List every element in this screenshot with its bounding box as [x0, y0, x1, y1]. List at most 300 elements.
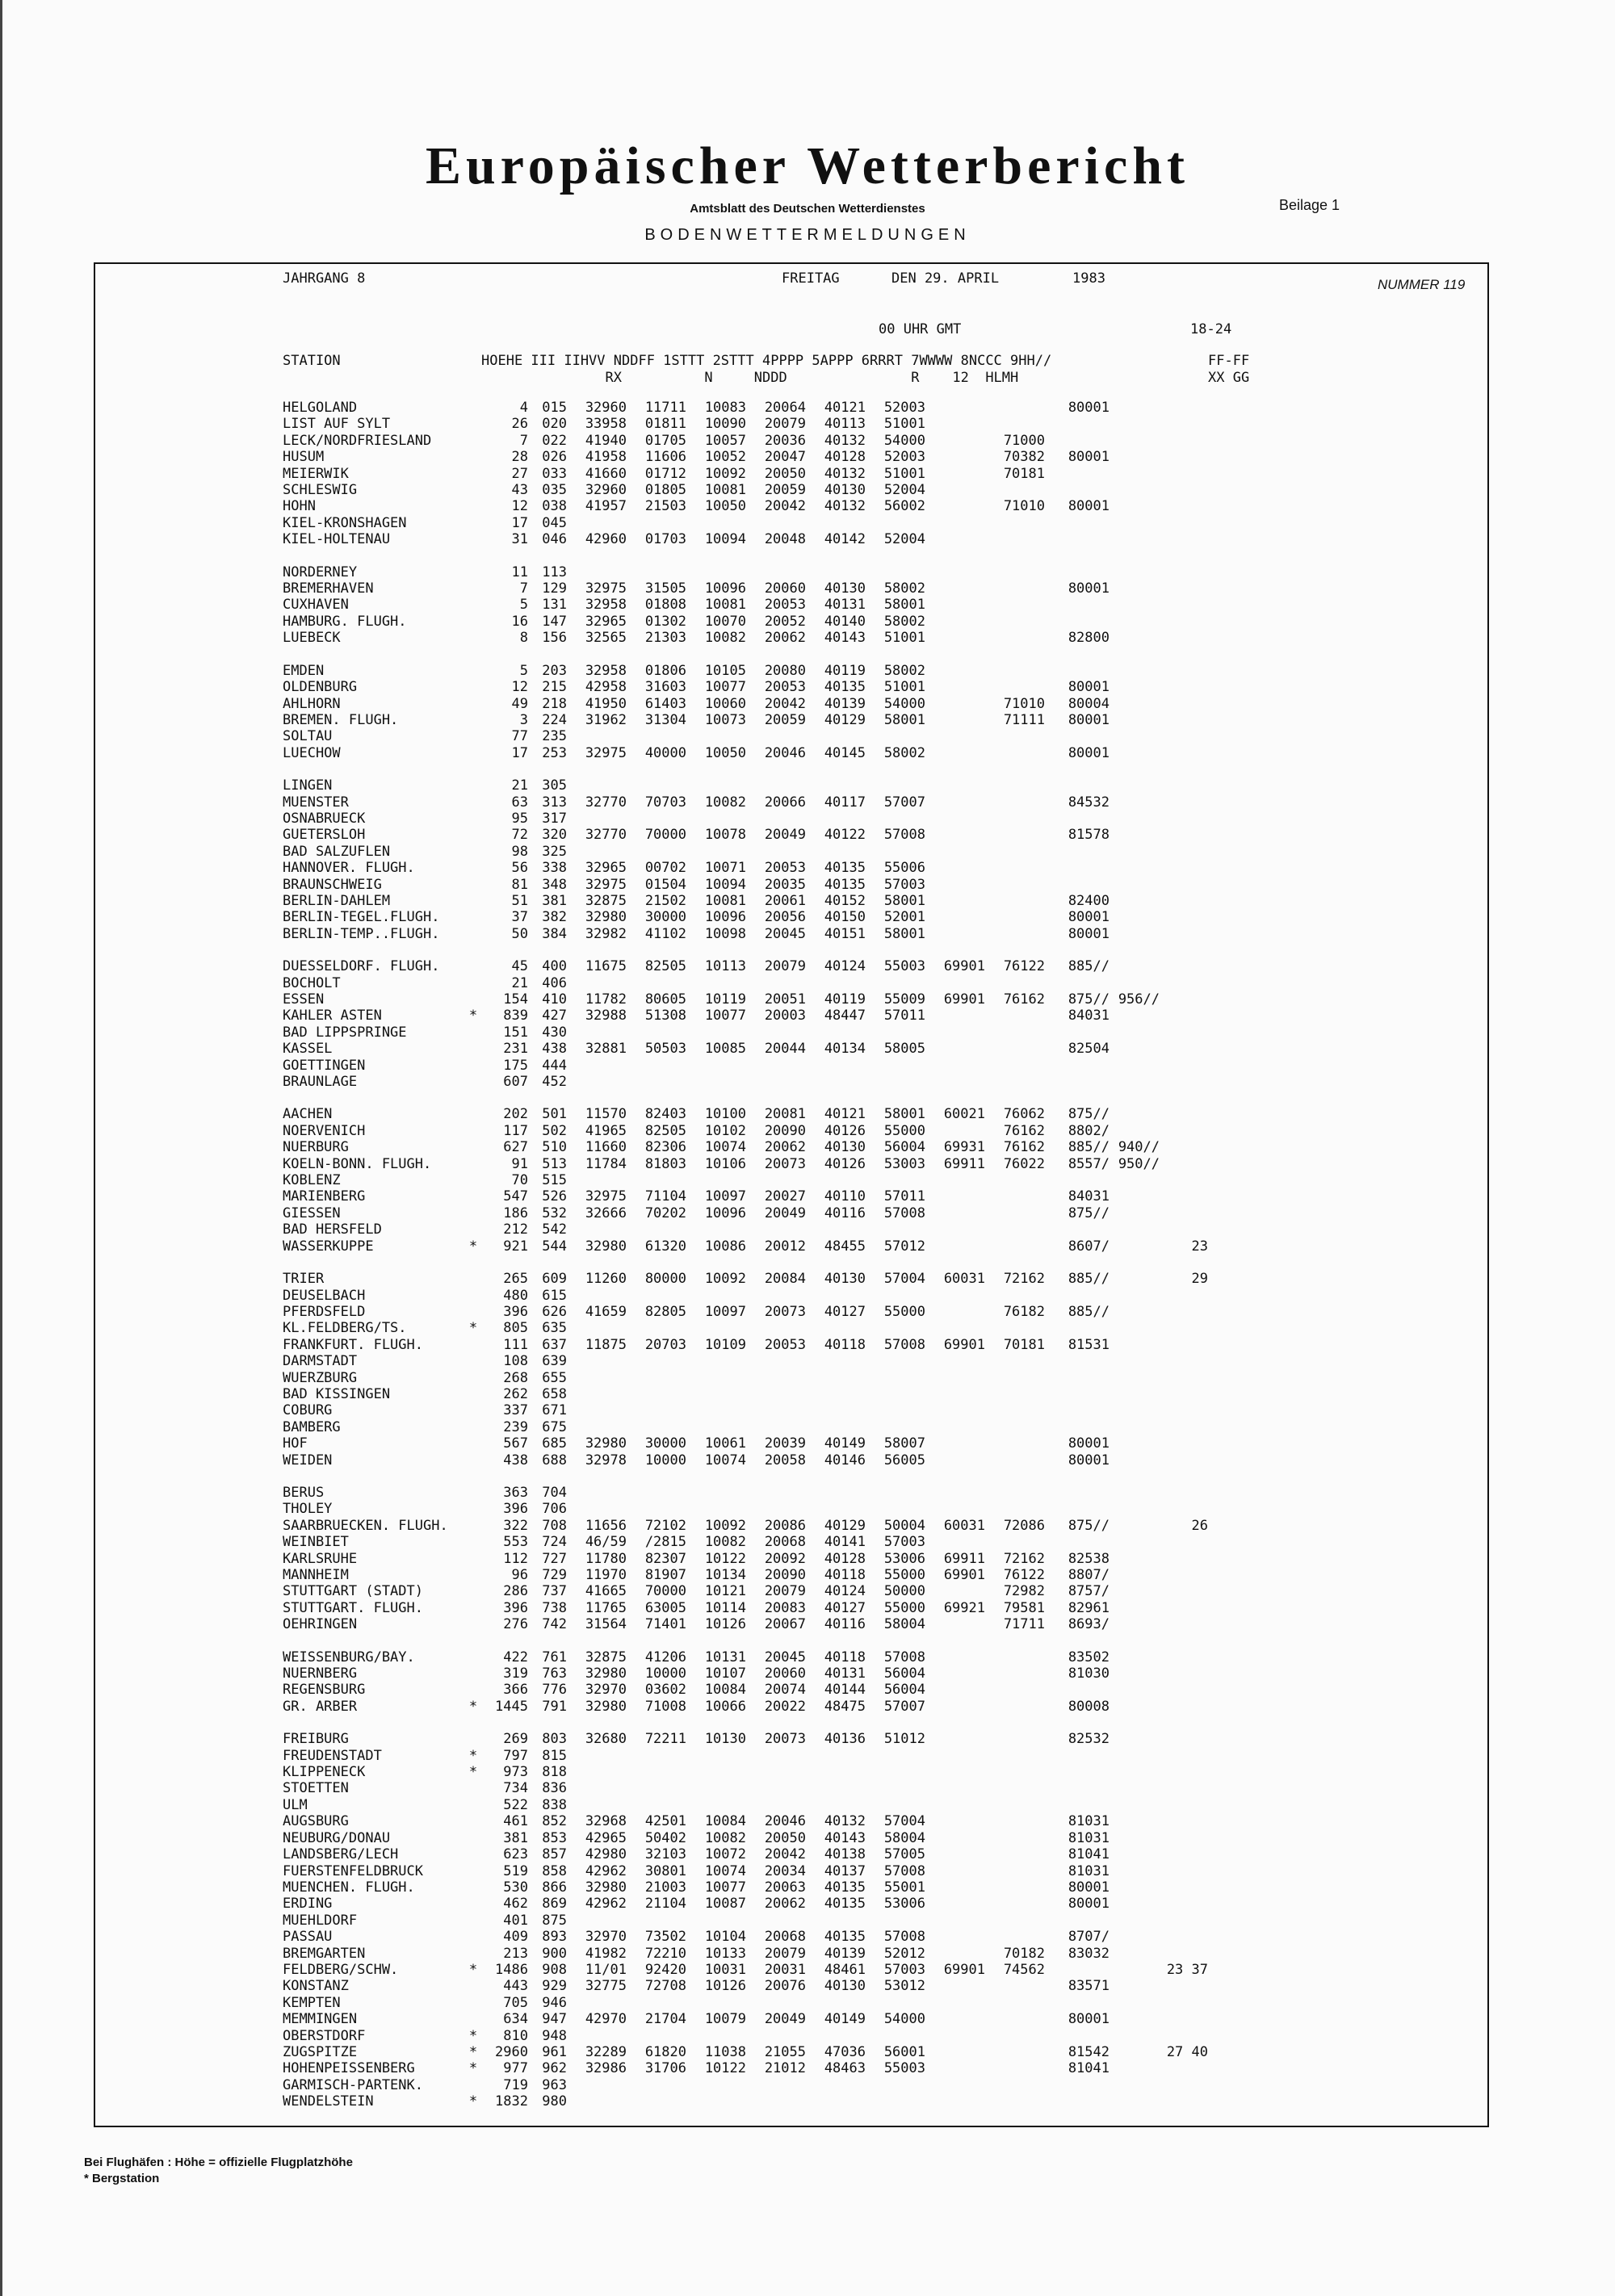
station-height: 401 — [503, 1912, 528, 1929]
group-9hh — [1110, 1172, 1160, 1188]
station-height: 805 — [503, 1320, 528, 1337]
group-9hh — [1110, 1188, 1160, 1205]
group-1sttt: 10077 — [704, 1879, 746, 1896]
group-2sttt: 20053 — [764, 860, 806, 877]
group-iihvv: 32960 — [585, 482, 627, 499]
group-1sttt: 10094 — [704, 876, 746, 893]
group-iihvv: 32770 — [585, 827, 627, 844]
group-iihvv — [567, 564, 627, 580]
group-5appp — [866, 1221, 925, 1238]
group-7wwww: 71711 — [1003, 1616, 1045, 1633]
table-row — [283, 877, 1208, 893]
group-9hh — [1110, 1419, 1160, 1435]
station-name: OBERSTDORF — [283, 2027, 366, 2044]
group-1sttt: 10073 — [704, 711, 746, 728]
station-name: BRAUNLAGE — [283, 1074, 358, 1091]
group-4pppp — [806, 844, 866, 860]
station-height: 7 — [519, 432, 528, 449]
station-id: 532 — [542, 1205, 567, 1221]
group-7wwww — [985, 614, 1045, 630]
group-9hh — [1110, 777, 1160, 794]
group-ffff — [1160, 1106, 1208, 1122]
station-height: 977 — [503, 2060, 528, 2077]
station-name: KL.FELDBERG/TS. — [283, 1320, 407, 1337]
group-nddff: 73502 — [644, 1929, 686, 1946]
group-iihvv: 41982 — [585, 1945, 627, 1962]
group-6rrrt — [925, 1797, 985, 1813]
station-name: KONSTANZ — [283, 1978, 349, 1995]
group-5appp: 57007 — [883, 1698, 925, 1715]
table-row — [283, 531, 1208, 547]
group-7wwww — [985, 745, 1045, 761]
station-id: 338 — [542, 860, 567, 877]
group-9hh — [1110, 679, 1160, 695]
group-9hh — [1110, 844, 1160, 860]
group-nddff — [627, 1386, 686, 1402]
group-2sttt — [746, 844, 806, 860]
station-height: 705 — [503, 1994, 528, 2011]
group-6rrrt — [925, 1879, 985, 1896]
group-9hh — [1110, 1320, 1160, 1336]
station-id: 853 — [542, 1829, 567, 1846]
group-5appp: 52004 — [883, 531, 925, 548]
group-1sttt — [686, 1386, 746, 1402]
station-name: SAARBRUECKEN. FLUGH. — [283, 1517, 448, 1534]
group-ffff — [1160, 1172, 1208, 1188]
group-nddff: /2815 — [644, 1534, 686, 1551]
mountain-mark — [465, 1863, 481, 1879]
group-ffff: 23 — [1191, 1238, 1208, 1255]
group-4pppp: 40135 — [824, 679, 866, 696]
group-6rrrt — [925, 1058, 985, 1074]
group-9hh — [1110, 877, 1160, 893]
group-7wwww — [985, 1731, 1045, 1747]
group-4pppp: 40135 — [824, 860, 866, 877]
group-6rrrt — [925, 811, 985, 827]
group-5appp — [866, 1288, 925, 1304]
station-id: 637 — [542, 1336, 567, 1353]
group-iihvv — [567, 1419, 627, 1435]
mountain-mark: * — [468, 1238, 478, 1255]
group-8nccc: 80001 — [1068, 711, 1110, 728]
group-ffff — [1160, 1946, 1208, 1962]
station-name: SCHLESWIG — [283, 482, 358, 499]
group-5appp: 58001 — [883, 597, 925, 614]
group-2sttt — [746, 1353, 806, 1369]
group-5appp: 53006 — [883, 1550, 925, 1567]
group-8nccc — [1045, 1995, 1110, 2011]
group-9hh — [1110, 1337, 1160, 1353]
group-1sttt: 10057 — [704, 432, 746, 449]
group-8nccc — [1045, 1288, 1110, 1304]
group-nddff — [627, 564, 686, 580]
group-9hh — [1110, 1123, 1160, 1139]
table-row — [283, 1008, 1208, 1024]
group-ffff — [1160, 449, 1208, 465]
group-ffff — [1160, 1682, 1208, 1698]
group-7wwww: 76062 — [1003, 1106, 1045, 1123]
group-2sttt: 20086 — [764, 1517, 806, 1534]
station-name: MEMMINGEN — [283, 2011, 358, 2028]
group-4pppp: 40130 — [824, 1978, 866, 1995]
station-id: 963 — [542, 2076, 567, 2093]
group-9hh — [1110, 416, 1160, 432]
group-6rrrt — [925, 1501, 985, 1517]
group-9hh — [1110, 449, 1160, 465]
mountain-mark — [465, 827, 481, 843]
group-9hh — [1110, 1649, 1160, 1665]
group-1sttt — [686, 2077, 746, 2093]
group-5appp: 58005 — [883, 1041, 925, 1058]
group-iihvv: 32988 — [585, 1008, 627, 1024]
table-row — [283, 515, 1208, 531]
mountain-mark — [465, 745, 481, 761]
group-4pppp: 40143 — [824, 1829, 866, 1846]
table-row — [283, 860, 1208, 876]
group-5appp: 51012 — [883, 1731, 925, 1748]
group-4pppp: 40149 — [824, 2011, 866, 2028]
group-6rrrt — [925, 679, 985, 695]
group-8nccc — [1045, 1962, 1110, 1978]
group-iihvv: 31564 — [585, 1616, 627, 1633]
group-9hh — [1110, 515, 1160, 531]
group-4pppp: 40130 — [824, 580, 866, 597]
group-7wwww — [985, 1978, 1045, 1994]
group-2sttt: 20042 — [764, 498, 806, 515]
group-5appp: 52001 — [883, 909, 925, 926]
group-gap — [283, 761, 1208, 777]
mountain-mark — [465, 712, 481, 728]
table-row — [283, 1435, 1208, 1452]
mountain-mark — [465, 1205, 481, 1221]
table-row — [283, 1699, 1208, 1715]
station-name: KOELN-BONN. FLUGH. — [283, 1155, 432, 1172]
group-5appp: 57008 — [883, 1205, 925, 1221]
station-height: 519 — [503, 1862, 528, 1879]
group-nddff — [627, 1353, 686, 1369]
station-height: 56 — [511, 860, 528, 877]
group-iihvv: 32775 — [585, 1978, 627, 1995]
group-iihvv: 32666 — [585, 1205, 627, 1221]
group-1sttt: 10106 — [704, 1155, 746, 1172]
column-codes-row1: HOEHE III IIHVV NDDFF 1STTT 2STTT 4PPPP 5APPP 6RRRT 7WWWW 8NCCC 9HH// — [481, 353, 1052, 369]
group-nddff: 61320 — [644, 1238, 686, 1255]
station-name: KLIPPENECK — [283, 1764, 366, 1781]
group-8nccc — [1045, 1501, 1110, 1517]
group-2sttt: 20045 — [764, 925, 806, 942]
group-1sttt — [686, 1764, 746, 1780]
group-8nccc — [1045, 860, 1110, 876]
mountain-mark — [465, 1846, 481, 1862]
group-2sttt: 20052 — [764, 613, 806, 630]
mountain-mark — [465, 679, 481, 695]
station-name: LIST AUF SYLT — [283, 416, 391, 433]
group-8nccc — [1045, 1797, 1110, 1813]
table-row — [283, 1221, 1208, 1238]
group-nddff: 41102 — [644, 925, 686, 942]
station-height: 117 — [503, 1122, 528, 1139]
group-5appp — [866, 811, 925, 827]
group-5appp: 51001 — [883, 416, 925, 433]
mountain-mark — [465, 811, 481, 827]
group-7wwww — [985, 1797, 1045, 1813]
group-5appp: 56001 — [883, 2043, 925, 2060]
table-row — [283, 696, 1208, 712]
group-6rrrt: 69911 — [943, 1550, 985, 1567]
group-6rrrt — [925, 531, 985, 547]
group-8nccc: 81531 — [1068, 1336, 1110, 1353]
group-4pppp — [806, 728, 866, 744]
group-8nccc — [1045, 515, 1110, 531]
group-8nccc — [1045, 777, 1110, 794]
footnote-airport: Bei Flughäfen : Höhe = offizielle Flugplatzhöhe — [84, 2156, 353, 2169]
group-1sttt — [686, 1172, 746, 1188]
group-2sttt: 20046 — [764, 1813, 806, 1830]
group-4pppp: 40126 — [824, 1122, 866, 1139]
group-nddff: 42501 — [644, 1813, 686, 1830]
group-2sttt: 20090 — [764, 1122, 806, 1139]
group-ffff — [1160, 580, 1208, 597]
group-nddff — [627, 1419, 686, 1435]
group-nddff — [627, 1320, 686, 1336]
group-9hh — [1110, 498, 1160, 514]
group-9hh — [1110, 1567, 1160, 1583]
group-nddff: 72708 — [644, 1978, 686, 1995]
group-1sttt — [686, 564, 746, 580]
group-6rrrt — [925, 482, 985, 498]
group-6rrrt — [925, 1024, 985, 1041]
group-4pppp — [806, 1748, 866, 1764]
group-nddff: 51308 — [644, 1008, 686, 1024]
station-id: 838 — [542, 1796, 567, 1813]
group-4pppp: 40135 — [824, 876, 866, 893]
group-4pppp — [806, 1797, 866, 1813]
group-7wwww — [985, 1221, 1045, 1238]
station-id: 131 — [542, 597, 567, 614]
table-row — [283, 1452, 1208, 1469]
mountain-mark: * — [468, 1747, 478, 1764]
group-2sttt: 20049 — [764, 2011, 806, 2028]
group-1sttt: 10100 — [704, 1106, 746, 1123]
group-iihvv: 42970 — [585, 2011, 627, 2028]
group-ffff — [1160, 1320, 1208, 1336]
group-9hh — [1110, 1896, 1160, 1912]
group-6rrrt — [925, 1995, 985, 2011]
group-8nccc: 885// — [1068, 1139, 1110, 1156]
group-iihvv — [567, 515, 627, 531]
group-ffff — [1160, 712, 1208, 728]
group-7wwww — [985, 975, 1045, 991]
group-9hh — [1110, 1221, 1160, 1238]
station-name: LINGEN — [283, 777, 333, 794]
group-iihvv: 41665 — [585, 1583, 627, 1600]
group-gap — [283, 647, 1208, 663]
group-8nccc — [1045, 1221, 1110, 1238]
group-nddff: 92420 — [644, 1961, 686, 1978]
group-iihvv: 32980 — [585, 1435, 627, 1452]
group-4pppp: 40152 — [824, 892, 866, 909]
group-ffff — [1160, 630, 1208, 646]
station-id: 515 — [542, 1172, 567, 1189]
table-row — [283, 1370, 1208, 1386]
group-6rrrt — [925, 1386, 985, 1402]
group-8nccc — [1045, 2093, 1110, 2110]
group-4pppp — [806, 1221, 866, 1238]
mountain-mark — [465, 1435, 481, 1452]
group-1sttt: 10050 — [704, 744, 746, 761]
group-2sttt — [746, 1797, 806, 1813]
group-9hh — [1110, 2028, 1160, 2044]
table-row — [283, 1139, 1208, 1155]
station-id: 046 — [542, 531, 567, 548]
group-9hh — [1110, 1074, 1160, 1090]
station-id: 215 — [542, 679, 567, 696]
mountain-mark — [465, 1353, 481, 1369]
group-1sttt: 10079 — [704, 2011, 746, 2028]
group-4pppp: 40134 — [824, 1041, 866, 1058]
group-iihvv — [567, 1995, 627, 2011]
station-height: 50 — [511, 925, 528, 942]
group-9hh — [1110, 2093, 1160, 2110]
group-nddff: 82505 — [644, 958, 686, 975]
group-1sttt: 10104 — [704, 1929, 746, 1946]
group-7wwww — [985, 1041, 1045, 1057]
group-1sttt: 10081 — [704, 597, 746, 614]
group-1sttt: 10092 — [704, 465, 746, 482]
station-height: 12 — [511, 679, 528, 696]
table-row — [283, 1058, 1208, 1074]
mountain-mark — [465, 958, 481, 974]
group-iihvv: 42962 — [585, 1896, 627, 1913]
group-2sttt: 21055 — [764, 2043, 806, 2060]
group-iihvv — [567, 1172, 627, 1188]
station-id: 737 — [542, 1583, 567, 1600]
station-id: 869 — [542, 1896, 567, 1913]
station-height: 154 — [503, 991, 528, 1008]
group-9hh — [1110, 827, 1160, 843]
group-9hh — [1110, 1731, 1160, 1747]
group-1sttt — [686, 1320, 746, 1336]
group-2sttt — [746, 564, 806, 580]
group-4pppp: 40141 — [824, 1534, 866, 1551]
group-7wwww — [985, 1074, 1045, 1090]
group-7wwww — [985, 564, 1045, 580]
group-nddff: 30000 — [644, 1435, 686, 1452]
group-8nccc — [1045, 811, 1110, 827]
group-5appp: 58002 — [883, 662, 925, 679]
group-iihvv: 11656 — [585, 1517, 627, 1534]
group-2sttt: 20063 — [764, 1879, 806, 1896]
group-2sttt: 20062 — [764, 630, 806, 647]
group-ffff — [1160, 745, 1208, 761]
group-6rrrt — [925, 466, 985, 482]
station-height: 396 — [503, 1303, 528, 1320]
group-7wwww — [985, 893, 1045, 909]
group-2sttt — [746, 2077, 806, 2093]
group-9hh — [1110, 614, 1160, 630]
station-height: 269 — [503, 1731, 528, 1748]
group-2sttt: 20042 — [764, 1846, 806, 1863]
group-1sttt: 10081 — [704, 892, 746, 909]
group-nddff: 82307 — [644, 1550, 686, 1567]
group-5appp: 58001 — [883, 892, 925, 909]
group-2sttt: 20046 — [764, 744, 806, 761]
group-4pppp: 48447 — [824, 1008, 866, 1024]
group-4pppp — [806, 1288, 866, 1304]
group-7wwww — [985, 1501, 1045, 1517]
table-row — [283, 1238, 1208, 1255]
group-ffff — [1160, 482, 1208, 498]
station-name: AACHEN — [283, 1106, 333, 1123]
group-7wwww — [985, 1172, 1045, 1188]
mountain-mark: * — [468, 1764, 478, 1781]
table-row — [283, 926, 1208, 942]
group-iihvv — [567, 1797, 627, 1813]
group-nddff — [627, 1797, 686, 1813]
group-nddff — [627, 1024, 686, 1041]
group-1sttt: 10119 — [704, 991, 746, 1008]
group-5appp — [866, 1402, 925, 1418]
page-subtitle: Amtsblatt des Deutschen Wetterdienstes — [690, 202, 925, 216]
group-4pppp: 40116 — [824, 1616, 866, 1633]
group-4pppp — [806, 1353, 866, 1369]
station-id: 544 — [542, 1238, 567, 1255]
group-7wwww — [985, 1665, 1045, 1682]
group-9hh — [1110, 1946, 1160, 1962]
station-name: BREMERHAVEN — [283, 580, 374, 597]
group-ffff: 26 — [1191, 1517, 1208, 1534]
station-name: BAD SALZUFLEN — [283, 843, 391, 860]
mountain-mark — [465, 1271, 481, 1287]
table-row — [283, 466, 1208, 482]
group-6rrrt: 69901 — [943, 1567, 985, 1583]
group-4pppp: 40150 — [824, 909, 866, 926]
station-name: BERUS — [283, 1484, 325, 1501]
group-nddff — [627, 1221, 686, 1238]
group-nddff: 21704 — [644, 2011, 686, 2028]
group-iihvv — [567, 1370, 627, 1386]
station-id: 400 — [542, 958, 567, 975]
station-height: 17 — [511, 744, 528, 761]
group-7wwww — [985, 777, 1045, 794]
group-8nccc: 8557/ — [1068, 1155, 1110, 1172]
group-8nccc: 80001 — [1068, 400, 1110, 416]
group-4pppp: 48475 — [824, 1698, 866, 1715]
group-8nccc: 80001 — [1068, 2011, 1110, 2028]
station-name: ULM — [283, 1796, 308, 1813]
group-8nccc: 82532 — [1068, 1731, 1110, 1748]
table-row — [283, 2093, 1208, 2110]
group-2sttt: 20050 — [764, 1829, 806, 1846]
group-5appp: 52004 — [883, 482, 925, 499]
group-2sttt: 20039 — [764, 1435, 806, 1452]
station-id: 852 — [542, 1813, 567, 1830]
mountain-mark — [465, 1682, 481, 1698]
group-iihvv: 32565 — [585, 630, 627, 647]
station-id: 156 — [542, 630, 567, 647]
mountain-mark — [465, 1337, 481, 1353]
group-9hh — [1110, 580, 1160, 597]
station-id: 980 — [542, 2093, 567, 2110]
group-2sttt: 20059 — [764, 711, 806, 728]
group-iihvv — [567, 1024, 627, 1041]
group-6rrrt — [925, 1402, 985, 1418]
station-height: 973 — [503, 1764, 528, 1781]
group-9hh — [1110, 1813, 1160, 1829]
mountain-mark — [465, 1188, 481, 1205]
group-8nccc: 80001 — [1068, 1452, 1110, 1469]
group-6rrrt: 69901 — [943, 1336, 985, 1353]
